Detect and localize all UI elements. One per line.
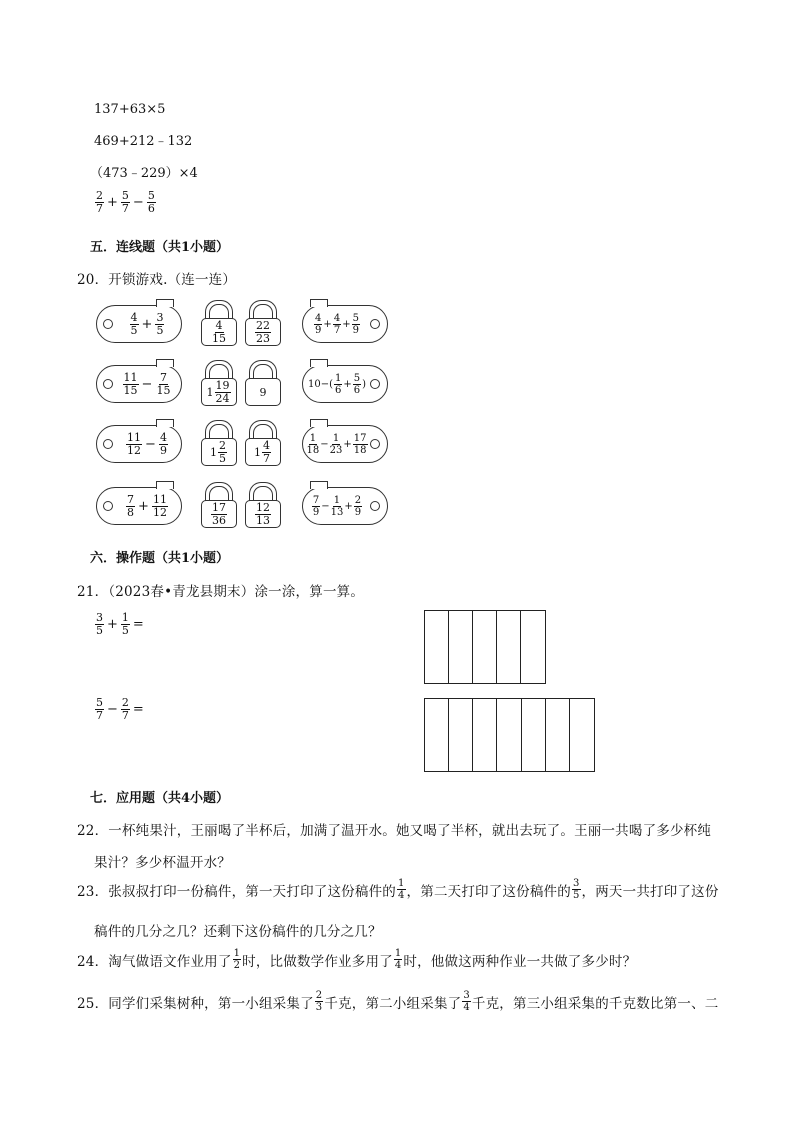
lock-r2-b[interactable]: 9 [245,360,281,406]
left-key-4[interactable]: $\frac{7}{8}$ + $\frac{11}{12}$ [96,487,182,525]
fraction-grid-sevenths[interactable] [424,698,595,772]
grid-cell[interactable] [425,699,449,771]
grid-cell[interactable] [449,699,473,771]
lock-r2-a[interactable]: 1 $\frac{19}{24}$ [201,360,237,406]
key-hole-icon [370,379,380,389]
lock-r3-b[interactable]: 1 $\frac{4}{7}$ [245,420,281,466]
q21-expression-2: $\frac{5}{7}$ − $\frac{2}{7}$ = [96,696,144,722]
lock-r4-a[interactable]: $\frac{17}{36}$ [201,482,237,528]
question-21-text: 21．（2023春•青龙县期末）涂一涂，算一算。 [77,584,365,600]
key-hole-icon [370,501,380,511]
section-7-heading: 七．应用题（共4小题） [90,791,230,806]
operator: − [132,195,144,210]
key-hole-icon [370,439,380,449]
left-key-2[interactable]: $\frac{11}{15}$ − $\frac{7}{15}$ [96,365,182,403]
lock-r1-b[interactable]: $\frac{22}{23}$ [245,300,281,346]
question-22-line-2: 果汁？多少杯温开水？ [94,855,231,871]
right-key-3[interactable]: 1 18 − $\frac{1}{23}$ + $\frac{17}{18}$ [302,425,388,463]
key-hole-icon [370,319,380,329]
fraction: $\frac{5}{7}$ [121,189,129,215]
calc-line-3: （473﹣229）×4 [90,166,198,181]
grid-cell[interactable] [473,699,497,771]
question-23-line-2: 稿件的几分之几？还剩下这份稿件的几分之几？ [94,924,382,940]
grid-cell[interactable] [521,611,545,683]
operator: + [107,195,118,210]
section-5-heading: 五．连线题（共1小题） [90,240,230,255]
key-hole-icon [103,439,113,449]
right-key-4[interactable]: 7 9 − $\frac{1}{13}$ + $\frac{2}{9}$ [302,487,388,525]
grid-cell[interactable] [425,611,449,683]
question-23-line-1: 23．张叔叔打印一份稿件，第一天打印了这份稿件的 1 4 ，第二天打印了这份稿件的 3 5 ，两天一共打印了这份 [77,878,719,901]
grid-cell[interactable] [570,699,594,771]
grid-cell[interactable] [546,699,570,771]
grid-cell[interactable] [497,611,521,683]
calc-line-1: 137+63×5 [94,102,166,117]
right-key-2[interactable]: 10−( 1 6 + $\frac{5}{6}$ ) [302,365,388,403]
fraction: $\frac{5}{6}$ [147,189,155,215]
fraction-expression [94,190,157,215]
left-key-3[interactable]: $\frac{11}{12}$ − $\frac{4}{9}$ [96,425,182,463]
section-6-heading: 六．操作题（共1小题） [90,551,230,566]
calc-line-2: 469+212﹣132 [94,134,193,149]
lock-r4-b[interactable]: $\frac{12}{13}$ [245,482,281,528]
question-20-text: 20．开锁游戏.（连一连） [77,272,237,288]
key-hole-icon [103,379,113,389]
lock-r1-a[interactable]: $\frac{4}{15}$ [201,300,237,346]
lock-r3-a[interactable]: 1 $\frac{2}{5}$ [201,420,237,466]
question-24: 24．淘气做语文作业用了 1 2 时，比做数学作业多用了 1 4 时，他做这两种作业一共做了多少时？ [77,948,637,971]
fraction-grid-fifths[interactable] [424,610,546,684]
question-22-line-1: 22．一杯纯果汁，王丽喝了半杯后，加满了温开水。她又喝了半杯，就出去玩了。王丽一共喝了多少杯纯 [77,823,712,839]
grid-cell[interactable] [522,699,546,771]
grid-cell[interactable] [497,699,521,771]
grid-cell[interactable] [473,611,497,683]
grid-cell[interactable] [449,611,473,683]
key-hole-icon [103,319,113,329]
left-key-1[interactable]: $\frac{4}{5}$ + $\frac{3}{5}$ [96,305,182,343]
question-25: 25．同学们采集树种，第一小组采集了 2 3 千克，第二小组采集了 3 4 千克，第三小组采集的千克数比第一、二 [77,990,719,1013]
right-key-1[interactable]: 4 9 + $\frac{4}{7}$ + $\frac{5}{9}$ [302,305,388,343]
fraction: $\frac{2}{7}$ [96,189,103,215]
q21-expression-1: $\frac{3}{5}$ + $\frac{1}{5}$ = [96,611,144,637]
key-hole-icon [103,501,113,511]
